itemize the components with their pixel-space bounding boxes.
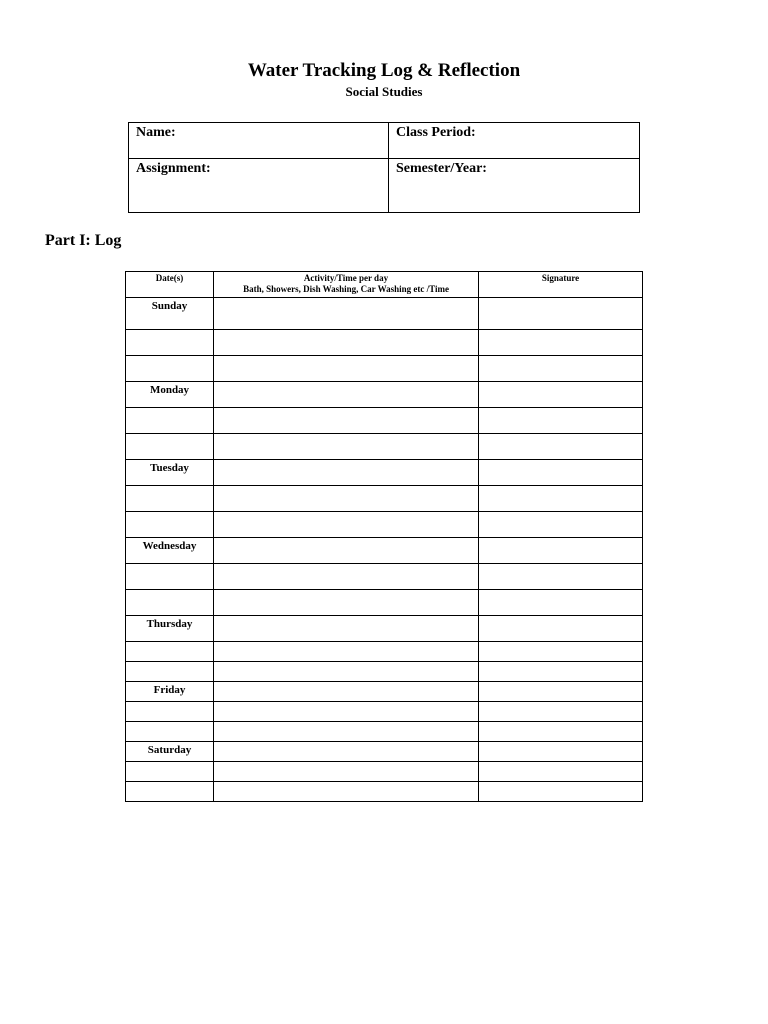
- signature-cell[interactable]: [479, 408, 643, 434]
- activity-cell[interactable]: [214, 356, 479, 382]
- activity-header-line2: Bath, Showers, Dish Washing, Car Washing etc /Time: [243, 284, 449, 294]
- name-label: Name:: [136, 125, 176, 140]
- activity-cell[interactable]: [214, 538, 479, 564]
- signature-cell[interactable]: [479, 662, 643, 682]
- part-one-heading: Part I: Log: [45, 232, 122, 249]
- table-row: [126, 538, 643, 564]
- signature-cell[interactable]: [479, 298, 643, 330]
- date-cell[interactable]: [126, 722, 214, 742]
- date-cell[interactable]: [126, 702, 214, 722]
- date-cell[interactable]: [126, 512, 214, 538]
- activity-cell[interactable]: [214, 682, 479, 702]
- date-cell[interactable]: [126, 356, 214, 382]
- table-row: [126, 382, 643, 408]
- activity-cell[interactable]: [214, 782, 479, 802]
- day-cell-saturday[interactable]: Saturday: [126, 742, 214, 762]
- table-row: [126, 330, 643, 356]
- date-cell[interactable]: [126, 564, 214, 590]
- page-title: Water Tracking Log & Reflection: [247, 60, 521, 81]
- activity-cell[interactable]: [214, 382, 479, 408]
- activity-cell[interactable]: [214, 616, 479, 642]
- activity-header-line1: Activity/Time per day: [303, 273, 389, 283]
- table-row: [126, 460, 643, 486]
- semester-year-label: Semester/Year:: [396, 161, 487, 176]
- date-cell[interactable]: [126, 782, 214, 802]
- activity-cell[interactable]: [214, 298, 479, 330]
- signature-cell[interactable]: [479, 356, 643, 382]
- table-row: [126, 702, 643, 722]
- day-cell-wednesday[interactable]: Wednesday: [126, 538, 214, 564]
- assignment-field[interactable]: [129, 159, 389, 213]
- table-row: [126, 408, 643, 434]
- activity-cell[interactable]: [214, 408, 479, 434]
- activity-cell[interactable]: [214, 486, 479, 512]
- signature-cell[interactable]: [479, 330, 643, 356]
- table-row: [126, 590, 643, 616]
- activity-cell[interactable]: [214, 330, 479, 356]
- table-row: [126, 682, 643, 702]
- signature-cell[interactable]: [479, 782, 643, 802]
- signature-cell[interactable]: [479, 702, 643, 722]
- activity-cell[interactable]: [214, 702, 479, 722]
- signature-cell[interactable]: [479, 564, 643, 590]
- signature-cell[interactable]: [479, 682, 643, 702]
- signature-cell[interactable]: [479, 486, 643, 512]
- student-info-table: [128, 122, 640, 213]
- table-row: [126, 512, 643, 538]
- class-period-field[interactable]: [389, 123, 640, 159]
- signature-cell[interactable]: [479, 538, 643, 564]
- activity-cell[interactable]: [214, 742, 479, 762]
- activity-cell[interactable]: [214, 434, 479, 460]
- activity-cell[interactable]: [214, 512, 479, 538]
- table-row: [126, 356, 643, 382]
- date-cell[interactable]: [126, 762, 214, 782]
- activity-cell[interactable]: [214, 564, 479, 590]
- table-row: [126, 722, 643, 742]
- assignment-label: Assignment:: [136, 161, 211, 176]
- day-cell-sunday[interactable]: Sunday: [126, 298, 214, 330]
- day-cell-tuesday[interactable]: Tuesday: [126, 460, 214, 486]
- name-field[interactable]: [129, 123, 389, 159]
- signature-cell[interactable]: [479, 722, 643, 742]
- activity-cell[interactable]: [214, 590, 479, 616]
- date-cell[interactable]: [126, 642, 214, 662]
- signature-cell[interactable]: [479, 460, 643, 486]
- table-row: [126, 782, 643, 802]
- signature-column-header: Signature: [479, 272, 643, 298]
- table-row: [126, 486, 643, 512]
- activity-cell[interactable]: [214, 722, 479, 742]
- activity-cell[interactable]: [214, 762, 479, 782]
- date-cell[interactable]: [126, 434, 214, 460]
- signature-cell[interactable]: [479, 590, 643, 616]
- activity-column-header: [214, 272, 479, 298]
- signature-cell[interactable]: [479, 512, 643, 538]
- signature-cell[interactable]: [479, 616, 643, 642]
- table-row: [126, 616, 643, 642]
- table-row: [126, 434, 643, 460]
- signature-cell[interactable]: [479, 434, 643, 460]
- class-period-label: Class Period:: [396, 125, 476, 140]
- signature-cell[interactable]: [479, 382, 643, 408]
- date-cell[interactable]: [126, 408, 214, 434]
- date-cell[interactable]: [126, 590, 214, 616]
- page-subtitle: Social Studies: [345, 84, 423, 99]
- table-row: [126, 662, 643, 682]
- table-row: [126, 742, 643, 762]
- activity-cell[interactable]: [214, 642, 479, 662]
- activity-cell[interactable]: [214, 662, 479, 682]
- signature-cell[interactable]: [479, 642, 643, 662]
- date-column-header: Date(s): [126, 272, 214, 298]
- date-cell[interactable]: [126, 662, 214, 682]
- water-log-table: [125, 271, 643, 802]
- day-cell-friday[interactable]: Friday: [126, 682, 214, 702]
- day-cell-thursday[interactable]: Thursday: [126, 616, 214, 642]
- day-cell-monday[interactable]: Monday: [126, 382, 214, 408]
- date-cell[interactable]: [126, 330, 214, 356]
- table-row: [126, 564, 643, 590]
- activity-cell[interactable]: [214, 460, 479, 486]
- table-row: [126, 762, 643, 782]
- date-cell[interactable]: [126, 486, 214, 512]
- table-row: [126, 298, 643, 330]
- semester-year-field[interactable]: [389, 159, 640, 213]
- signature-cell[interactable]: [479, 762, 643, 782]
- signature-cell[interactable]: [479, 742, 643, 762]
- table-row: [126, 642, 643, 662]
